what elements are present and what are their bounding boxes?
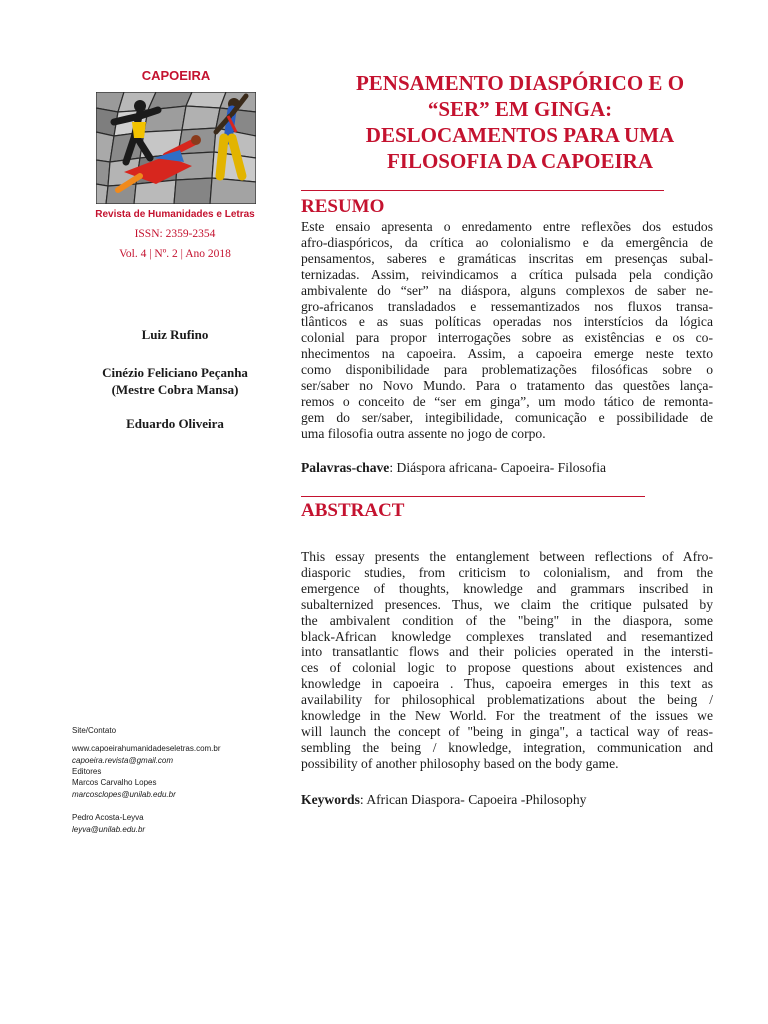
title-line: “SER” EM GINGA: <box>427 97 613 121</box>
abstract-line: emergence of thoughts, knowledge and grammars inscribed in <box>301 580 713 596</box>
abstract-line: sembling the being / knowledge, integration, communication and <box>301 739 713 755</box>
keywords-label: Keywords <box>301 792 360 807</box>
abstract-line: the ambivalent condition of the "being" in the diaspora, some <box>301 612 713 628</box>
author-name: Eduardo Oliveira <box>126 416 224 431</box>
abstract-line: knowledge in the New World. For the treatment of the issues we <box>301 708 713 724</box>
resumo-line: uma filosofia outra assente no jogo de corpo. <box>301 425 546 441</box>
contact-heading: Site/Contato <box>72 726 117 735</box>
abstract-line: diasporic studies, from criticism to colonialism, and from the <box>301 564 713 580</box>
palavras-chave-label: Palavras-chave <box>301 460 390 475</box>
resumo-line: ambivalente do “ser” na diáspora, alguns complexos de saber ne- <box>301 282 713 298</box>
divider <box>301 496 645 497</box>
resumo-line: Este ensaio apresenta o enredamento entre reflexões dos estudos <box>301 219 713 234</box>
resumo-line: tlânticos e as suas políticas operadas nos interstícios da lógica <box>301 314 713 330</box>
title-line: PENSAMENTO DIASPÓRICO E O <box>355 71 685 95</box>
resumo-text <box>301 219 713 442</box>
keywords-value: : African Diaspora- Capoeira -Philosophy <box>359 792 587 807</box>
resumo-line: pensamentos, saberes e gramáticas inscritas em presenças subal- <box>301 250 713 266</box>
editors-label: Editores <box>72 767 102 776</box>
resumo-line: ternizadas. Assim, reivindicamos a crítica pulsada pela condição <box>301 266 713 282</box>
author-name: Cinézio Feliciano Peçanha <box>102 365 248 380</box>
resumo-line: como disponibilidade para problematizações filosóficas sobre o <box>301 362 713 378</box>
contact-email-link[interactable]: capoeira.revista@gmail.com <box>72 756 174 765</box>
resumo-heading: RESUMO <box>301 196 385 217</box>
editor-email-link[interactable]: marcosclopes@unilab.edu.br <box>72 790 176 799</box>
abstract-line: black-African knowledge complexes translated and resemantized <box>301 628 713 644</box>
editor-name: Marcos Carvalho Lopes <box>72 778 157 787</box>
resumo-line: remos o conceito de “ser em ginga”, um modo tático de remonta- <box>301 393 713 409</box>
abstract-heading: ABSTRACT <box>301 500 405 521</box>
journal-subtitle: Revista de Humanidades e Letras <box>95 209 255 220</box>
abstract-line: possibility of another philosophy based on the body game. <box>301 755 619 771</box>
resumo-line: ser/saber no Novo Mundo. Para o tratamento das questões lança- <box>301 378 713 394</box>
resumo-line: afro-diaspóricos, da crítica ao colonialismo e da emergência de <box>301 234 713 250</box>
resumo-line: gro-africanos transladados e ressemantizados nos fluxos transa- <box>301 298 713 314</box>
author-name: Luiz Rufino <box>141 327 209 342</box>
abstract-line: subalternized presences. Thus, we claim the critique pulsated by <box>301 596 713 612</box>
resumo-line: gem do ser/saber, integibilidade, comunicação e possibilidade de <box>301 409 713 425</box>
keywords <box>301 792 731 808</box>
abstract-line: availability for philosophical problematizations about the being / <box>301 692 713 708</box>
title-line: DESLOCAMENTOS PARA UMA <box>365 123 675 147</box>
resumo-line: nhecimentos na capoeira. Assim, a capoeira emerge neste texto <box>301 346 713 362</box>
abstract-line: This essay presents the entanglement between reflections of Afro- <box>301 549 713 564</box>
journal-name: CAPOEIRA <box>141 68 211 83</box>
resumo-line: colonial para propor interrogações sobre as existências e os co- <box>301 330 713 346</box>
abstract-line: ces of colonial logic to propose questions about existences and <box>301 660 713 676</box>
abstract-text <box>301 549 713 772</box>
abstract-line: into transatlantic flows and their policies operated in the intersti- <box>301 644 713 660</box>
article-title <box>300 70 740 174</box>
title-line: FILOSOFIA DA CAPOEIRA <box>386 149 654 173</box>
journal-issn: ISSN: 2359-2354 <box>134 228 216 240</box>
cover-mosaic-image <box>96 92 256 204</box>
contact-site-link[interactable]: www.capoeirahumanidadeseletras.com.br <box>72 744 221 753</box>
palavras-chave <box>301 460 731 476</box>
abstract-line: will launch the concept of "being in ginga", a tactical way of reas- <box>301 723 713 739</box>
editor-email-link[interactable]: leyva@unilab.edu.br <box>72 825 146 834</box>
abstract-line: knowledge in capoeira . Thus, capoeira emerges in this text as <box>301 676 713 692</box>
journal-volume: Vol. 4 | Nº. 2 | Ano 2018 <box>119 248 231 260</box>
author-nickname: (Mestre Cobra Mansa) <box>111 382 239 397</box>
editor-name: Pedro Acosta-Leyva <box>72 813 144 822</box>
divider <box>301 190 664 191</box>
palavras-chave-value: : Diáspora africana- Capoeira- Filosofia <box>389 460 607 475</box>
